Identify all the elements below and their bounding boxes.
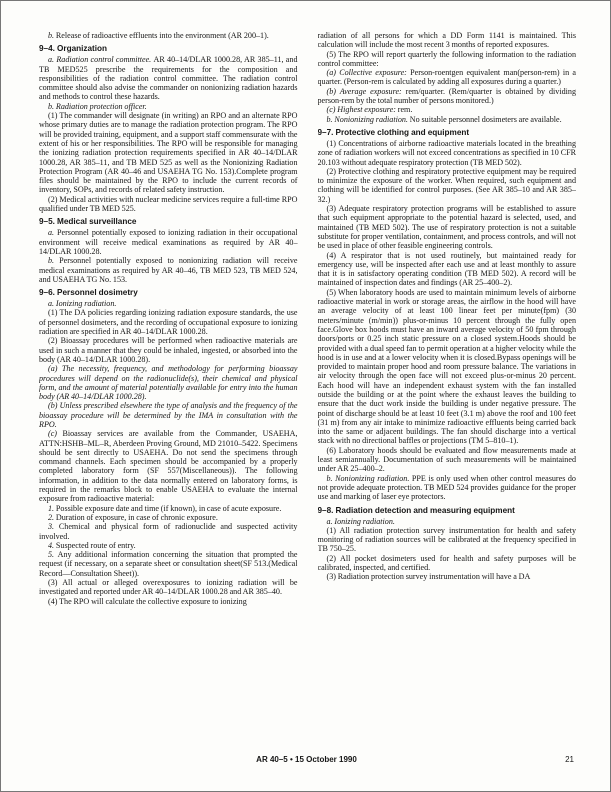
paragraph: (5) When laboratory hoods are used to maintain minimum levels of airborne radioactive material in work or storage areas, the airflow in the hood will have an average velocity of at least 100 linear feet per minute(fpm) (30 meters/minute (m/min)) plus-or-minus 10 percent through the fully open face.Glove box hoods must have an inward average velocity of 50 fpm through doors/ports or 0.25 inch static pressure on a closed system.Hoods should be provided with a dual speed fan to permit operation at a higher velocity while the hood is in use and at a lower velocity when it is closed.Bypass openings will be provided to maintain proper hood and room pressure balance. The variations in air velocity through the open face will not exceed plus-or-minus 20 percent. Each hood will have an independent exhaust system with the fan installed outside the building or at the point where the exhaust leaves the building to ensure that the duct work inside the building is under negative pressure. The point of discharge should be at least 10 feet (3.1 m) above the roof and 100 feet (31 m) from any air intake to minimize radioactive effluents being carried back into the same or adjacent buildings. The fan should discharge into a vertical stack with no directional baffles or projections (TM 5–810–1).	[317, 287, 576, 446]
two-column-text-area	[39, 31, 576, 747]
paragraph: 2. Duration of exposure, in case of chronic exposure.	[48, 512, 218, 522]
paragraph-lead: (b)	[48, 401, 60, 411]
paragraph: (c) Highest exposure: rem.	[326, 105, 413, 115]
section-heading: 9–6. Personnel dosimetry	[39, 288, 138, 298]
paragraph: 3. Chemical and physical form of radionuclide and suspected activity involved.	[39, 522, 298, 541]
paragraph: 5. Any additional information concerning the situation that prompted the request (if necessary, on a separate sheet or consultation sheet(SF 513.(Medical Record—Consultation Sheet)).	[39, 550, 298, 578]
paragraph: (2) Bioassay procedures will be performed when radioactive materials are used in such a manner that they could be inhaled, ingested, or absorbed into the body (AR 40–14/DLAR 1000.28).	[39, 336, 298, 364]
paragraph-lead: 2.	[48, 512, 56, 522]
paragraph	[39, 299, 298, 308]
paragraph	[39, 102, 298, 111]
paragraph-lead: b. Nonionizing radiation.	[326, 473, 412, 483]
paragraph: (b) Unless prescribed elsewhere the type of analysis and the frequency of the bioassay procedure will be determined by the IMA in consultation with the RPO.	[39, 401, 298, 429]
paragraph: b. Nonionizing radiation. PPE is only used when other control measures do not provide adequate protection. TB MED 524 provides guidance for the proper use and marking of laser eye protectors.	[317, 473, 576, 502]
paragraph: (c) Bioassay services are available from the Commander, USAEHA, ATTN:HSHB–ML–R, Aberdeen Proving Ground, MD 21010–5422. Specimens should be sent directly to USAEHA. Do not send the specimens through command channels. Each specimen should be accompanied by a properly completed laboratory form (SF 557(Miscellaneous)). The following information, in addition to the data normally entered on laboratory forms, is required in the remarks block to enable USAEHA to evaluate the internal exposure from radioactive material:	[39, 429, 298, 504]
paragraph-lead: (a)	[48, 364, 62, 374]
paragraph: 1. Possible exposure date and time (if known), in case of acute exposure.	[48, 503, 282, 513]
paragraph-lead: b. Nonionizing radiation.	[326, 114, 410, 124]
paragraph	[318, 517, 577, 526]
paragraph-lead: a.	[48, 228, 57, 238]
section-heading: 9–7. Protective clothing and equipment	[317, 127, 470, 137]
paragraph-lead: (a) Collective exposure:	[326, 68, 411, 78]
page-footer	[39, 755, 574, 767]
paragraph: (2) Medical activities with nuclear medicine services require a full-time RPO qualified under TB MED 525.	[39, 194, 298, 214]
paragraph: (6) Laboratory hoods should be evaluated and flow measurements made at least semiannually. Documentation of such measurements will be maintained under AR 25–400–2.	[317, 445, 576, 474]
paragraph-lead: 1.	[48, 503, 56, 513]
section-heading: 9–4. Organization	[39, 44, 108, 54]
paragraph-lead: b.	[48, 256, 60, 266]
paragraph-lead: (b) Average exposure:	[326, 86, 406, 96]
paragraph-lead: (c) Highest exposure:	[326, 105, 398, 115]
paragraph: (4) The RPO will calculate the collective exposure to ionizing	[48, 596, 247, 606]
paragraph-lead: 5.	[48, 550, 58, 560]
paragraph: (1) The commander will designate (in writing) an RPO and an alternate RPO whose primary duties are to manage the radiation protection program. The RPO will be provided training, equipment, and a support staff commensurate with the extent of his or her responsibilities. The RPO will be responsible for managing the ionizing radiation protection requirements specified in AR 40–14/DLAR 1000.28, AR 385–11, and TB MED 525 as well as the Nonionizing Radiation Protection Program (AR 40–46 and USAEHA TG No. 153).Complete program files should be maintained by the RPO to include the current records of inventory, SOPs, and records of related safety instruction.	[39, 111, 298, 195]
paragraph: (2) All pocket dosimeters used for health and safety purposes will be calibrated, inspected, and certified.	[317, 553, 576, 573]
paragraph-lead: (c)	[48, 429, 63, 439]
paragraph: a. Radiation control committee. AR 40–14/DLAR 1000.28, AR 385–11, and TB MED525 prescribe the requirements for the composition and responsibilities of the radiation control committee. The radiation control committee should also advise the commander on nonionizing radiation hazards and methods to control these hazards.	[39, 55, 298, 102]
paragraph-lead: a. Ionizing radiation.	[326, 516, 395, 526]
paragraph: (1) Concentrations of airborne radioactive materials located in the breathing zone of radiation workers will not exceed concentrations as specified in 10 CFR 20.103 without adequate respiratory protection (TB MED 502).	[317, 138, 576, 167]
paragraph: (5) The RPO will report quarterly the following information to the radiation control committee:	[317, 49, 576, 68]
right-column	[318, 31, 577, 747]
paragraph: (a) Collective exposure: Person-roentgen equivalent man(person-rem) in a quarter. (Person-rem is calculated by adding all exposures during a quarter.)	[317, 68, 576, 87]
paragraph: b. Release of radioactive effluents into the environment (AR 200–1).	[48, 31, 269, 40]
paragraph: (3) Radiation protection survey instrumentation will have a DA	[326, 572, 531, 582]
left-column	[39, 31, 298, 747]
section-heading: 9–8. Radiation detection and measuring equipment	[317, 505, 515, 515]
paragraph: b. Personnel potentially exposed to nonionizing radiation will receive medical examinations as required by AR 40–46, TB MED 523, TB MED 524, and USAEHA TG No. 153.	[39, 256, 298, 284]
paragraph: radiation of all persons for which a DD Form 1141 is maintained. This calculation will include the most recent 3 months of reported exposures.	[317, 31, 576, 50]
paragraph-lead: b.	[48, 31, 56, 40]
paragraph: (b) Average exposure: rem/quarter. (Rem/quarter is obtained by dividing person-rem by the total number of persons monitored.)	[317, 86, 576, 106]
paragraph-lead: a. Ionizing radiation.	[48, 299, 117, 309]
section-heading: 9–5. Medical surveillance	[39, 217, 137, 227]
footer-document-title: AR 40–5 • 15 October 1990	[256, 755, 357, 764]
paragraph: (2) Protective clothing and respiratory protective equipment may be required to minimize the exposure of the worker. When required, such equipment and clothing will be identified for control purposes. (See AR 385–10 and AR 385–32.)	[317, 166, 576, 204]
paragraph-lead: b. Radiation protection officer.	[48, 101, 147, 111]
paragraph: a. Personnel potentially exposed to ionizing radiation in their occupational environment will receive medical examinations as required by AR 40–14/DLAR 1000.28.	[39, 228, 298, 256]
paragraph: (a) The necessity, frequency, and methodology for performing bioassay procedures will depend on the radionuclide(s), their chemical and physical form, and the amount of material potentially available for entry into the human body (AR 40–14/DLAR 1000.28).	[39, 364, 298, 402]
footer-page-number: 21	[565, 755, 574, 764]
paragraph: (3) Adequate respiratory protection programs will be established to assure that such equipment appropriate to the potential hazard is selected, used, and maintained (TB MED 502). The use of respiratory protection is not a suitable substitute for proper ventilation, containment, and process controls, and will not be used in place of other feasible engineering controls.	[317, 204, 576, 251]
paragraph-lead: a. Radiation control committee.	[48, 55, 154, 65]
paragraph: 4. Suspected route of entry.	[48, 540, 136, 550]
paragraph: (1) All radiation protection survey instrumentation for health and safety monitoring of radiation sources will be calibrated at the frequency specified in TB 750–25.	[317, 525, 576, 554]
paragraph: (3) All actual or alleged overexposures to ionizing radiation will be investigated and reported under AR 40–14/DLAR 1000.28 and AR 385–40.	[39, 578, 298, 597]
paragraph-lead: 3.	[48, 522, 59, 532]
paragraph: b. Nonionizing radiation. No suitable personnel dosimeters are available.	[326, 114, 562, 124]
paragraph: (1) The DA policies regarding ionizing radiation exposure standards, the use of personnel dosimeters, and the recording of occupational exposure to ionizing radiation are specified in AR 40–14/DLAR 1000.28.	[39, 308, 298, 337]
paragraph-lead: 4.	[48, 540, 56, 550]
paragraph: (4) A respirator that is not used routinely, but maintained ready for emergency use, will be inspected after each use and at least monthly to assure that it is in satisfactory operating condition (TB MED 502). A record will be maintained of inspection dates and findings (AR 25–400–2).	[317, 250, 576, 288]
